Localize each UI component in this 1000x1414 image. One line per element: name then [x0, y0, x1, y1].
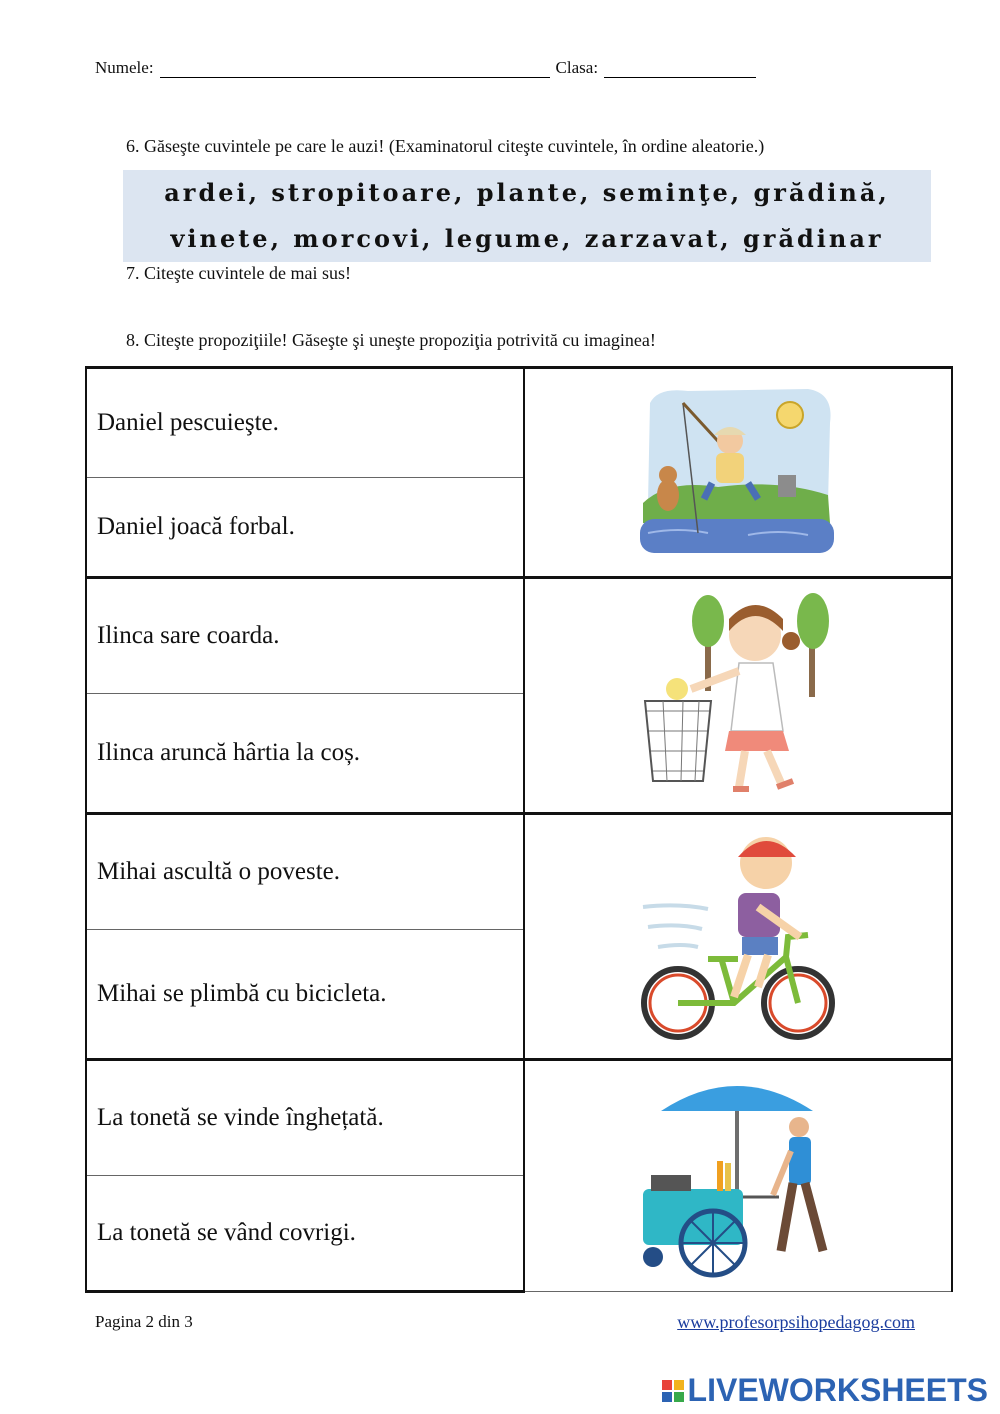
- girl-throwing-paper-image: [524, 578, 952, 814]
- sentence-text: Mihai se plimbă cu bicicleta.: [97, 980, 387, 1007]
- matching-table: [85, 366, 953, 1293]
- website-link[interactable]: www.profesorpsihopedagog.com: [677, 1312, 915, 1332]
- ice-cream-cart-image: [524, 1060, 952, 1292]
- sentence-cell[interactable]: [86, 930, 524, 1060]
- class-field[interactable]: [604, 59, 756, 78]
- liveworksheets-logo: [662, 1372, 988, 1409]
- sentence-text: Daniel joacă forbal.: [97, 513, 295, 540]
- word-line-2: vinete, morcovi, legume, zarzavat, grădinar: [170, 224, 884, 253]
- liveworksheets-logo-icon: [662, 1380, 684, 1402]
- sentence-text: Ilinca sare coarda.: [97, 622, 280, 649]
- sentence-text: La tonetă se vând covrigi.: [97, 1219, 356, 1246]
- sentence-text: Ilinca aruncă hârtia la coș.: [97, 739, 361, 766]
- boy-fishing-image: [524, 368, 952, 578]
- question-6: 6. Găseşte cuvintele pe care le auzi! (Examinatorul citeşte cuvintele, în ordine aleatorie.): [126, 136, 765, 156]
- sentence-cell[interactable]: [86, 368, 524, 478]
- name-field[interactable]: [160, 59, 550, 78]
- page-number: Pagina 2 din 3: [95, 1312, 193, 1331]
- sentence-cell[interactable]: [86, 1176, 524, 1292]
- question-8: 8. Citeşte propoziţiile! Găseşte şi uneşte propoziţia potrivită cu imaginea!: [126, 330, 656, 350]
- header: [95, 58, 762, 78]
- sentence-cell[interactable]: [86, 578, 524, 694]
- boy-cycling-image: [524, 814, 952, 1060]
- sentence-text: La tonetă se vinde înghețată.: [97, 1104, 384, 1131]
- liveworksheets-wordmark: LIVEWORKSHEETS: [687, 1372, 988, 1408]
- sentence-cell[interactable]: [86, 814, 524, 930]
- sentence-text: Daniel pescuieşte.: [97, 409, 279, 436]
- sentence-text: Mihai ascultă o poveste.: [97, 858, 340, 885]
- question-7: 7. Citeşte cuvintele de mai sus!: [126, 263, 351, 283]
- word-box: [123, 170, 931, 262]
- sentence-cell[interactable]: [86, 694, 524, 814]
- sentence-cell[interactable]: [86, 478, 524, 578]
- sentence-cell[interactable]: [86, 1060, 524, 1176]
- word-line-1: ardei, stropitoare, plante, seminţe, grădină,: [164, 178, 890, 207]
- class-label: Clasa:: [555, 58, 599, 77]
- name-label: Numele:: [95, 58, 154, 77]
